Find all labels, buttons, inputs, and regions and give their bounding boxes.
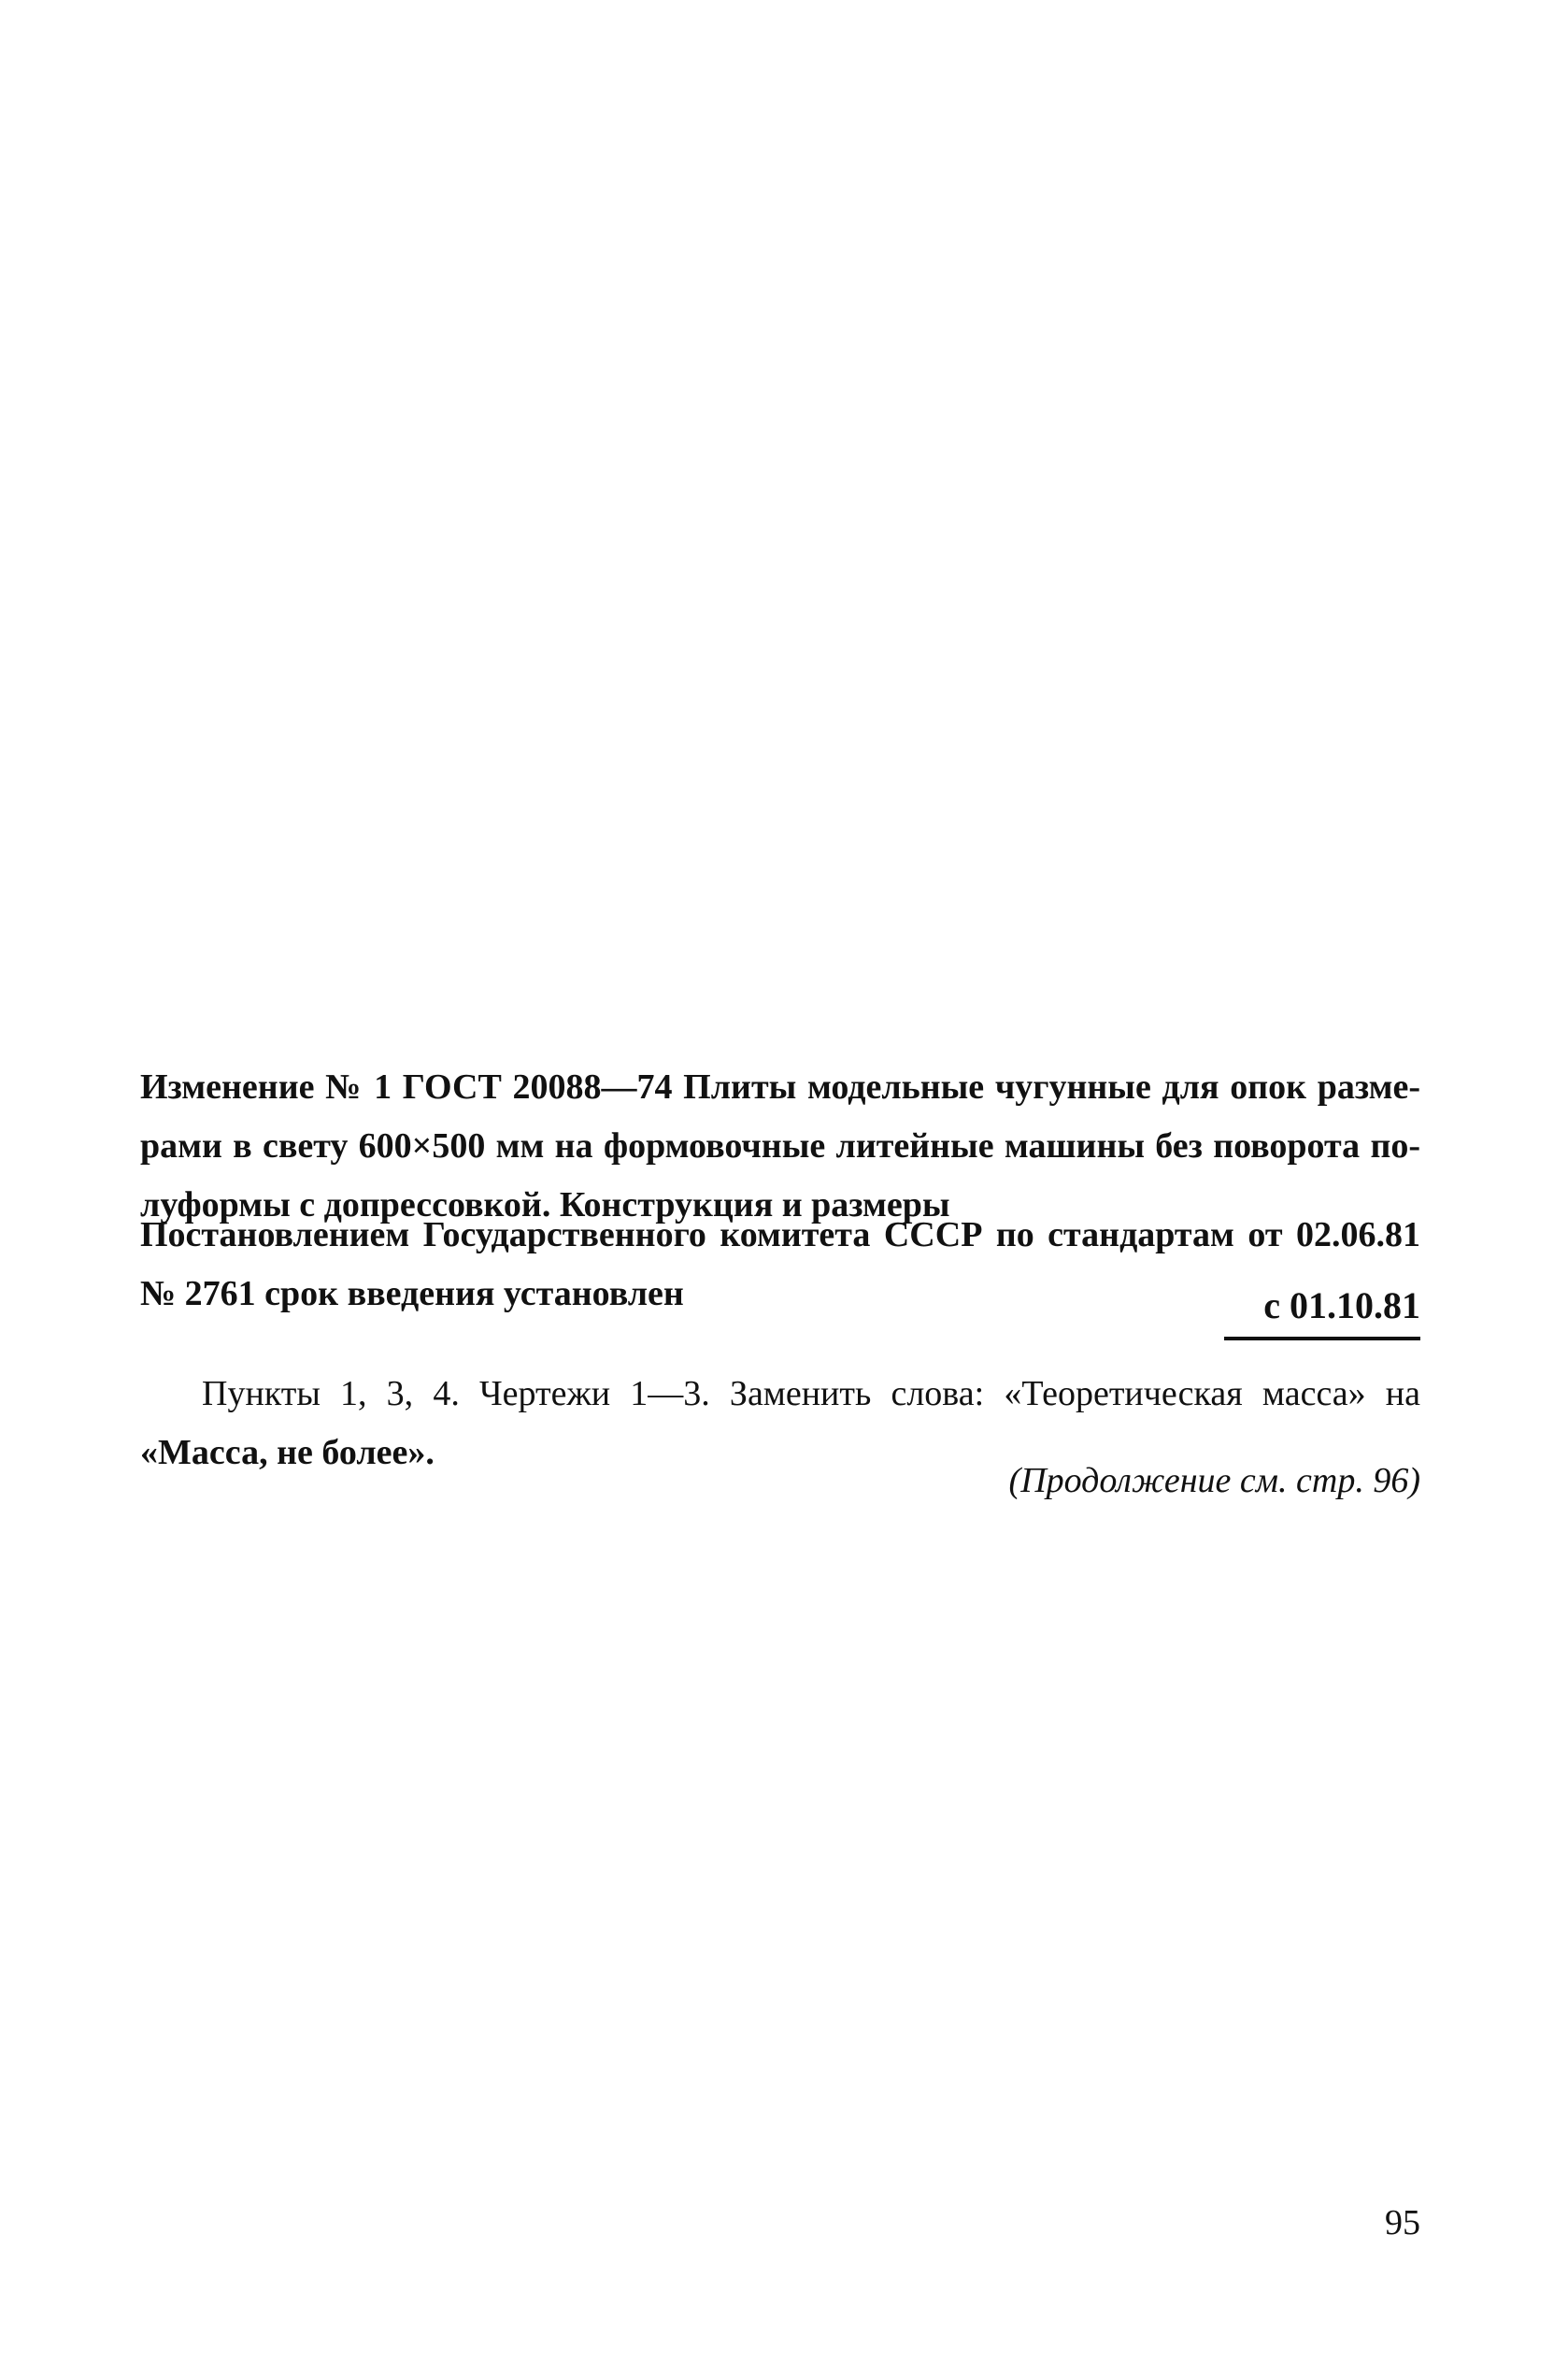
amendment-line: Пункты 1, 3, 4. Чертежи 1—3. Заменить слова: «Теоретическая масса» на [202, 1374, 1420, 1413]
title-line: луформы с допрессовкой. Конструкция и размеры [140, 1185, 950, 1224]
continuation-note: (Продолжение см. стр. 96) [1008, 1461, 1420, 1500]
page-number: 95 [1385, 2203, 1420, 2242]
effective-date: с 01.10.81 [1263, 1284, 1420, 1326]
resolution-line: Постановлением Государственного комитета СССР по стандартам от 02.06.81 [140, 1215, 1420, 1254]
title-line: рами в свету 600×500 мм на формовочные литейные машины без поворота по- [140, 1126, 1420, 1166]
amendment-line: «Масса, не более». [140, 1433, 435, 1472]
title-line: Изменение № 1 ГОСТ 20088—74 Плиты модельные чугунные для опок разме- [140, 1067, 1420, 1107]
effective-date-underline [1224, 1337, 1420, 1340]
resolution-line: № 2761 срок введения установлен [140, 1274, 684, 1313]
